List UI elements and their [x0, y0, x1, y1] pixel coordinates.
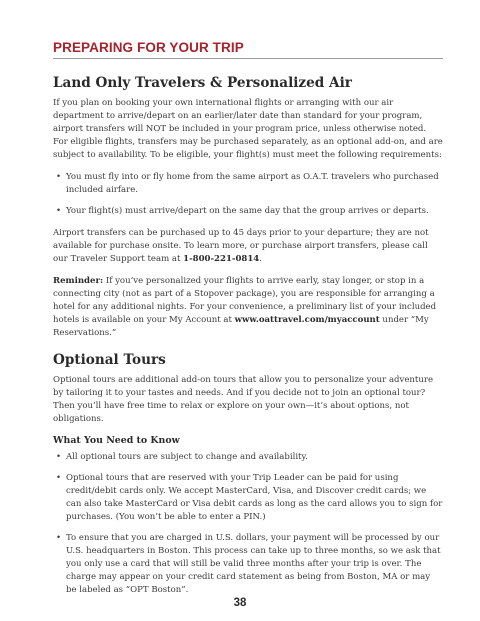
section-divider — [53, 58, 443, 59]
land-only-intro: If you plan on booking your own international flights or arranging with our air department to arrive/depart on an earlier/later date than standard for your program, airport transfers will NOT be included in your program price, unless otherwise noted. For eligible flights, transfers may be purchased separately, as an optional add-on, and are subject to availability. To be eligible, your flight(s) must meet the following requirements: — [53, 98, 443, 160]
optional-tours-intro: Optional tours are additional add-on tours that allow you to personalize your adventure by tailoring it to your tastes and needs. And if you decide not to join an optional tour? Then you’ll have free time to relax or explore on your own—it’s about options, not obligations. — [53, 375, 434, 424]
reminder-text: If you’ve personalized your flights to arrive early, stay longer, or stop in a connecting city (not as part of a Stopover package), you are responsible for arranging a hotel for any additional nights. For your convenience, a preliminary list of your included hotels is available on your My Account at — [53, 276, 437, 325]
list-item-text: Your flight(s) must arrive/depart on the same day that the group arrives or departs. — [66, 206, 429, 216]
bullet-icon: • — [56, 473, 62, 483]
bullet-icon: • — [56, 172, 62, 182]
optional-tours-heading: Optional Tours — [53, 352, 166, 368]
transfers-text: Airport transfers can be purchased up to 45 days prior to your departure; they are not available for purchase onsite. To learn more, or purchase airport transfers, please call our Traveler Support team at — [53, 228, 429, 264]
list-item-text: Optional tours that are reserved with your Trip Leader can be paid for using credit/debit cards only. We accept MasterCard, Visa, and Discover credit cards; we can also take MasterCard or Visa debit cards as long as the card allows you to sign for purchases. (You won’t be able to enter a PIN.) — [66, 473, 443, 522]
bullet-icon: • — [56, 452, 62, 462]
reminder-end: under “My Reservations.” — [53, 315, 429, 338]
what-you-need-heading: What You Need to Know — [53, 435, 180, 446]
transfers-paragraph — [53, 227, 443, 266]
land-only-heading: Land Only Travelers & Personalized Air — [53, 75, 352, 91]
requirements-list — [53, 171, 443, 218]
list-item — [53, 451, 443, 464]
reminder-paragraph — [53, 275, 443, 340]
page-content — [53, 40, 443, 606]
phone-number: 1-800-221-0814 — [183, 254, 260, 264]
reminder-label: Reminder: — [53, 276, 104, 286]
myaccount-url[interactable]: www.oattravel.com/myaccount — [234, 315, 380, 325]
list-item — [53, 205, 443, 218]
optional-tours-list — [53, 451, 443, 597]
list-item — [53, 532, 443, 597]
bullet-icon: • — [56, 206, 62, 216]
list-item-text: You must fly into or fly home from the same airport as O.A.T. travelers who purchased included airfare. — [66, 172, 439, 195]
list-item — [53, 171, 443, 197]
page-number: 38 — [233, 597, 247, 609]
transfers-end: . — [259, 254, 262, 264]
list-item-text: All optional tours are subject to change and availability. — [66, 452, 308, 462]
section-title: PREPARING FOR YOUR TRIP — [53, 40, 244, 55]
bullet-icon: • — [56, 533, 62, 543]
list-item — [53, 472, 443, 524]
list-item-text: To ensure that you are charged in U.S. dollars, your payment will be processed by our U.S. headquarters in Boston. This process can take up to three months, so we ask that you only use a card that will still be valid three months after your trip is over. The charge may appear on your credit card statement as being from Boston, MA or may be labeled as “OPT Boston”. — [66, 533, 441, 595]
